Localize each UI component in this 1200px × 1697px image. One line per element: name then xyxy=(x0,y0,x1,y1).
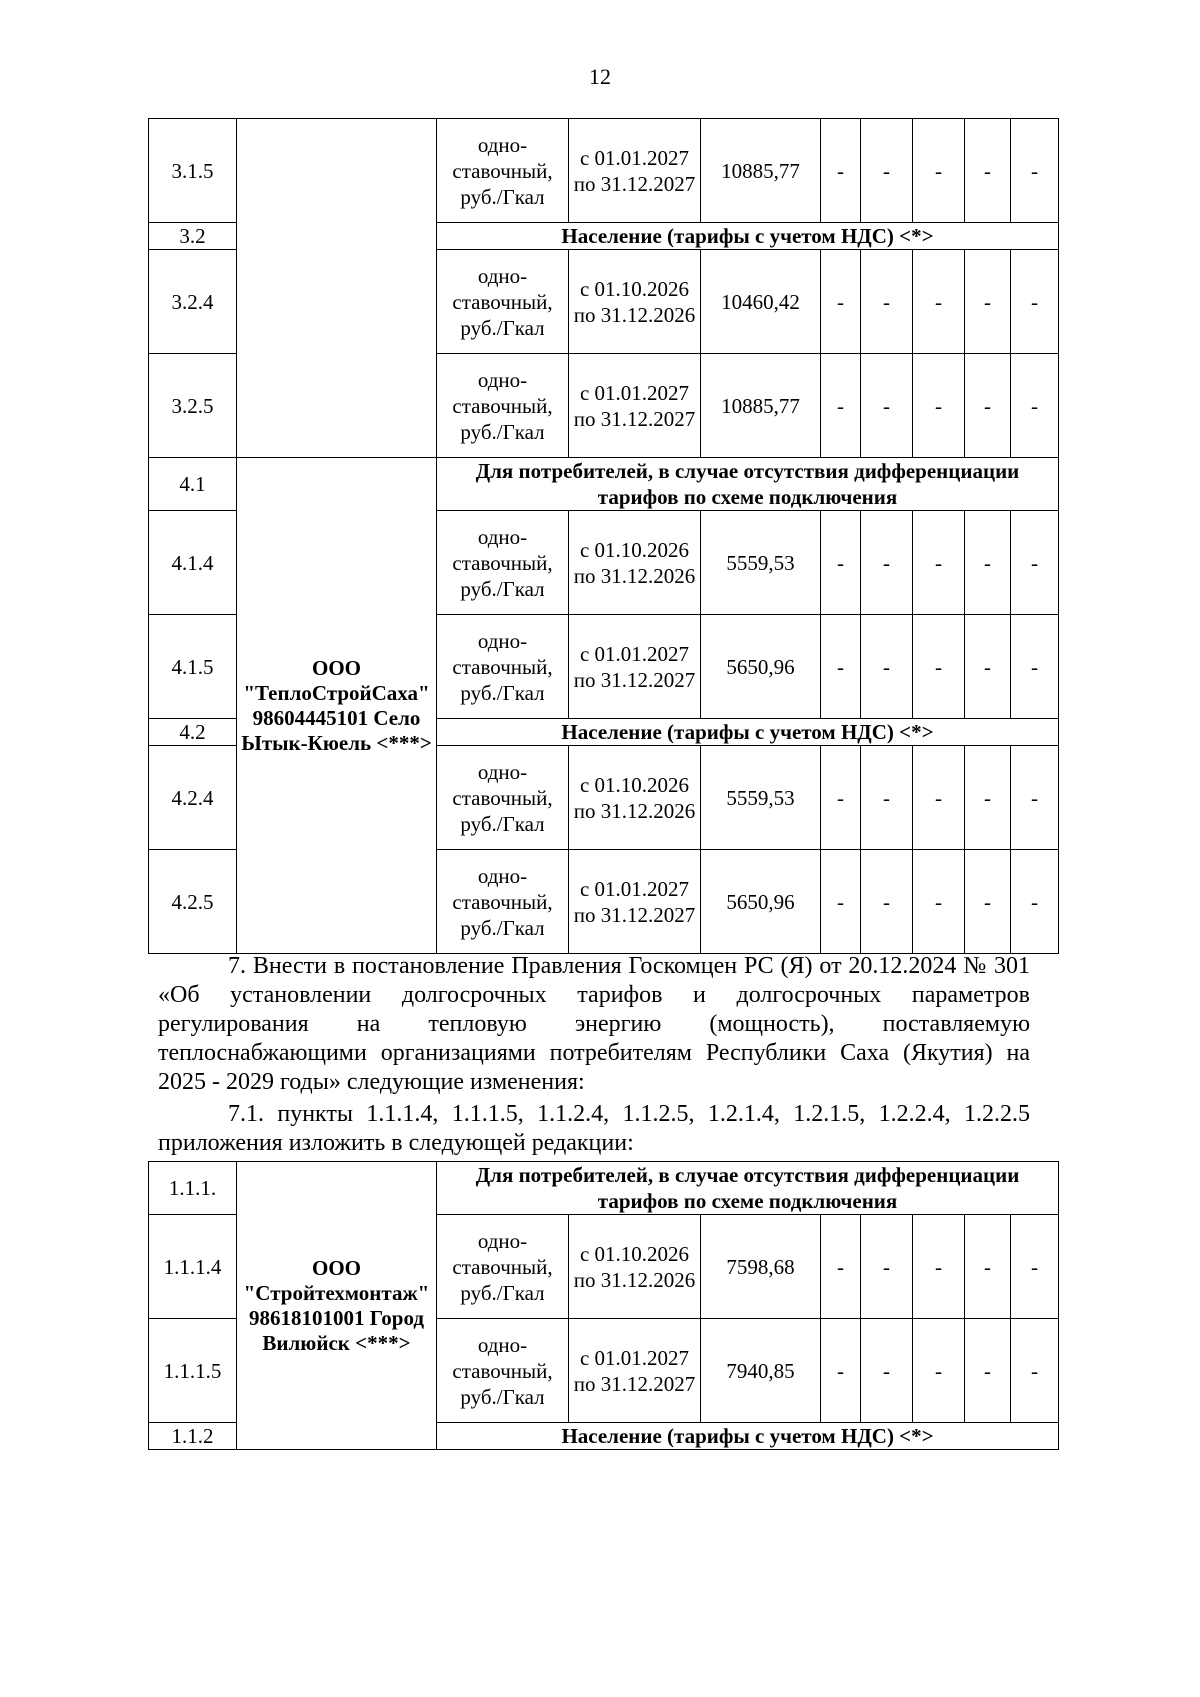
tariff-value: 10885,77 xyxy=(701,119,821,223)
tariff-value: 7598,68 xyxy=(701,1215,821,1319)
dash-cell: - xyxy=(821,615,861,719)
section-header: Для потребителей, в случае отсутствия дифференциации тарифов по схеме подключения xyxy=(437,458,1059,511)
dash-cell: - xyxy=(913,1215,965,1319)
dash-cell: - xyxy=(821,1319,861,1423)
dash-cell: - xyxy=(821,746,861,850)
dash-cell: - xyxy=(913,250,965,354)
org-cell xyxy=(237,119,437,458)
rate-type: одно-ставочный, руб./Гкал xyxy=(437,850,569,954)
dash-cell: - xyxy=(1011,1215,1059,1319)
tariff-table-bottom xyxy=(148,1161,1059,1450)
dash-cell: - xyxy=(965,1215,1011,1319)
dash-cell: - xyxy=(965,354,1011,458)
dash-cell: - xyxy=(861,1215,913,1319)
dash-cell: - xyxy=(913,354,965,458)
tariff-value: 7940,85 xyxy=(701,1319,821,1423)
table-row xyxy=(149,1162,1059,1215)
dash-cell: - xyxy=(861,615,913,719)
dash-cell: - xyxy=(965,511,1011,615)
page-number: 12 xyxy=(589,64,611,89)
dash-cell: - xyxy=(1011,1319,1059,1423)
tariff-value: 5559,53 xyxy=(701,511,821,615)
dash-cell: - xyxy=(821,1215,861,1319)
row-number: 3.1.5 xyxy=(149,119,237,223)
paragraph-7-1-text: 7.1. пункты 1.1.1.4, 1.1.1.5, 1.1.2.4, 1.1.2.5, 1.2.1.4, 1.2.1.5, 1.2.2.4, 1.2.2.5 приложения изложить в следующей редакции: xyxy=(158,1101,1030,1156)
row-number: 3.2 xyxy=(149,223,237,250)
table-row xyxy=(149,119,1059,223)
dash-cell: - xyxy=(913,850,965,954)
tariff-value: 10885,77 xyxy=(701,354,821,458)
dash-cell: - xyxy=(913,119,965,223)
tariff-value: 5650,96 xyxy=(701,850,821,954)
row-number: 1.1.1.5 xyxy=(149,1319,237,1423)
row-number: 4.1.5 xyxy=(149,615,237,719)
rate-type: одно-ставочный, руб./Гкал xyxy=(437,1215,569,1319)
rate-type: одно-ставочный, руб./Гкал xyxy=(437,746,569,850)
dash-cell: - xyxy=(1011,850,1059,954)
dash-cell: - xyxy=(913,511,965,615)
period: с 01.01.2027 по 31.12.2027 xyxy=(569,119,701,223)
dash-cell: - xyxy=(861,354,913,458)
tariff-table-top xyxy=(148,118,1059,954)
row-number: 4.1.4 xyxy=(149,511,237,615)
dash-cell: - xyxy=(965,1319,1011,1423)
dash-cell: - xyxy=(1011,250,1059,354)
section-header: Население (тарифы с учетом НДС) <*> xyxy=(437,719,1059,746)
period: с 01.01.2027 по 31.12.2027 xyxy=(569,354,701,458)
dash-cell: - xyxy=(965,746,1011,850)
period: с 01.01.2027 по 31.12.2027 xyxy=(569,615,701,719)
tariff-value: 10460,42 xyxy=(701,250,821,354)
paragraph-7-1 xyxy=(158,1100,1030,1158)
row-number: 4.1 xyxy=(149,458,237,511)
row-number: 1.1.2 xyxy=(149,1423,237,1450)
rate-type: одно-ставочный, руб./Гкал xyxy=(437,354,569,458)
period: с 01.10.2026 по 31.12.2026 xyxy=(569,1215,701,1319)
row-number: 4.2.4 xyxy=(149,746,237,850)
row-number: 4.2.5 xyxy=(149,850,237,954)
org-cell: ООО "ТеплоСтройСаха" 98604445101 Село Ытык-Кюель <***> xyxy=(237,458,437,954)
tariff-value: 5559,53 xyxy=(701,746,821,850)
rate-type: одно-ставочный, руб./Гкал xyxy=(437,1319,569,1423)
period: с 01.10.2026 по 31.12.2026 xyxy=(569,746,701,850)
row-number: 3.2.4 xyxy=(149,250,237,354)
section-header: Население (тарифы с учетом НДС) <*> xyxy=(437,1423,1059,1450)
dash-cell: - xyxy=(861,511,913,615)
row-number: 3.2.5 xyxy=(149,354,237,458)
period: с 01.01.2027 по 31.12.2027 xyxy=(569,1319,701,1423)
dash-cell: - xyxy=(965,850,1011,954)
dash-cell: - xyxy=(1011,354,1059,458)
table-row xyxy=(149,458,1059,511)
dash-cell: - xyxy=(965,119,1011,223)
row-number: 1.1.1.4 xyxy=(149,1215,237,1319)
dash-cell: - xyxy=(861,850,913,954)
org-cell: ООО "Стройтехмонтаж" 98618101001 Город Вилюйск <***> xyxy=(237,1162,437,1450)
dash-cell: - xyxy=(1011,615,1059,719)
dash-cell: - xyxy=(1011,746,1059,850)
paragraph-7 xyxy=(158,952,1030,1097)
dash-cell: - xyxy=(821,354,861,458)
dash-cell: - xyxy=(913,615,965,719)
rate-type: одно-ставочный, руб./Гкал xyxy=(437,250,569,354)
dash-cell: - xyxy=(965,615,1011,719)
dash-cell: - xyxy=(861,1319,913,1423)
tariff-value: 5650,96 xyxy=(701,615,821,719)
rate-type: одно-ставочный, руб./Гкал xyxy=(437,119,569,223)
dash-cell: - xyxy=(821,250,861,354)
dash-cell: - xyxy=(1011,511,1059,615)
section-header: Для потребителей, в случае отсутствия дифференциации тарифов по схеме подключения xyxy=(437,1162,1059,1215)
dash-cell: - xyxy=(965,250,1011,354)
dash-cell: - xyxy=(821,511,861,615)
dash-cell: - xyxy=(821,850,861,954)
section-header: Население (тарифы с учетом НДС) <*> xyxy=(437,223,1059,250)
dash-cell: - xyxy=(913,1319,965,1423)
period: с 01.01.2027 по 31.12.2027 xyxy=(569,850,701,954)
rate-type: одно-ставочный, руб./Гкал xyxy=(437,615,569,719)
dash-cell: - xyxy=(913,746,965,850)
period: с 01.10.2026 по 31.12.2026 xyxy=(569,511,701,615)
dash-cell: - xyxy=(1011,119,1059,223)
paragraph-7-text: 7. Внести в постановление Правления Госкомцен РС (Я) от 20.12.2024 № 301 «Об установлении долгосрочных тарифов и долгосрочных параметров регулирования на тепловую энергию (мощность), поставляемую теплоснабжающими организациями потребителям Республики Саха (Якутия) на 2025 - 2029 годы» следующие изменения: xyxy=(158,953,1030,1095)
dash-cell: - xyxy=(861,250,913,354)
row-number: 1.1.1. xyxy=(149,1162,237,1215)
row-number: 4.2 xyxy=(149,719,237,746)
dash-cell: - xyxy=(861,746,913,850)
rate-type: одно-ставочный, руб./Гкал xyxy=(437,511,569,615)
period: с 01.10.2026 по 31.12.2026 xyxy=(569,250,701,354)
dash-cell: - xyxy=(861,119,913,223)
dash-cell: - xyxy=(821,119,861,223)
